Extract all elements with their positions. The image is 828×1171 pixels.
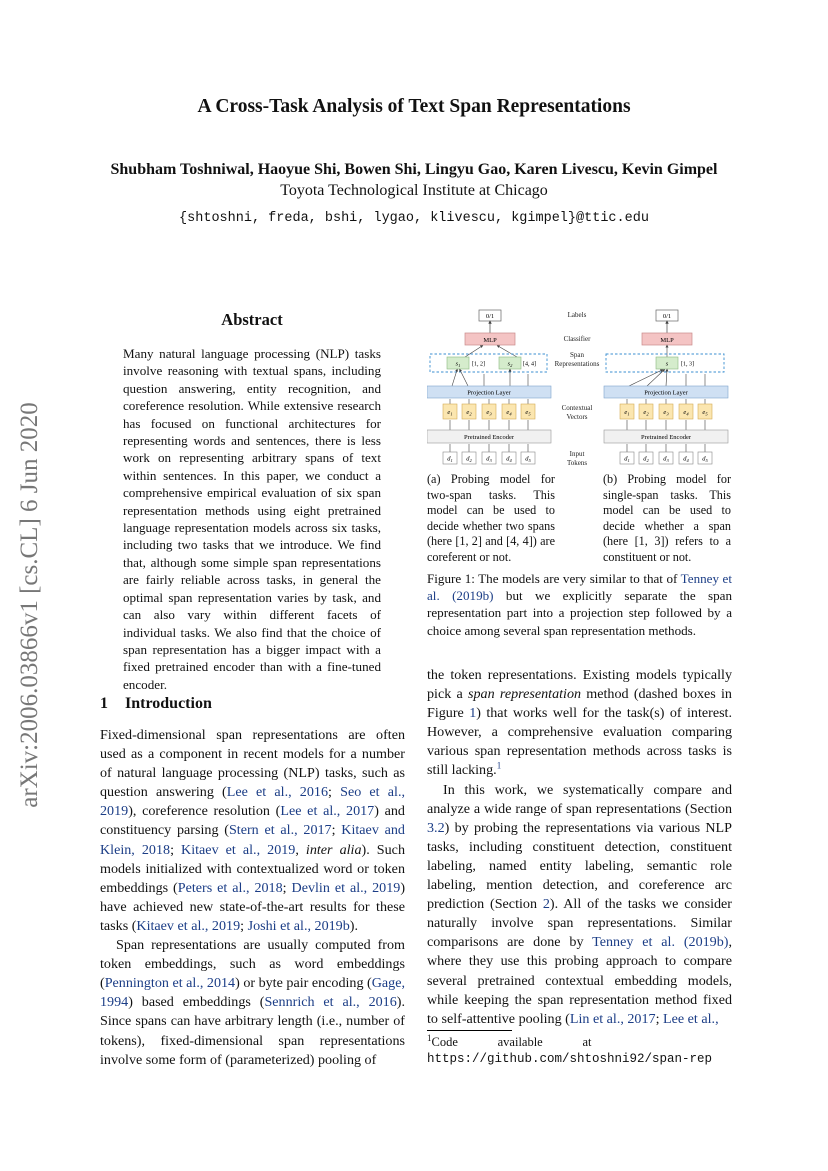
- footnote: [427, 1032, 732, 1067]
- contextual-vectors-right: [620, 404, 712, 419]
- svg-text:s1: $s_1$: [455, 360, 461, 368]
- svg-text:d3: $d_3$: [486, 455, 492, 463]
- svg-text:[1, 3]: [1, 3]: [681, 361, 694, 368]
- svg-text:Pretrained Encoder: Pretrained Encoder: [641, 434, 691, 441]
- arxiv-stamp: [4, 370, 56, 840]
- fig-label-span-rep-1: Span: [570, 351, 584, 359]
- intro-paragraph-4: In this work, we systematically compare and analyze a wide range of span representations (Section 3.2) by probing the representations via various NLP tasks, including constituent detection, constituent labeling, named entity labeling, semantic role labeling, mention detection, and coreference arc prediction (Section 2). All of the tasks we consider naturally involve span representations. Similar comparisons are done by Tenney et al. (2019b), where they use this probing approach to compare several pretrained contextual embedding models, while keeping the span representation method fixed to self-attentive pooling (Lin et al., 2017; Lee et al.,: [427, 781, 732, 1027]
- citation-link[interactable]: Lee et al., 2016: [226, 784, 328, 801]
- citation-link[interactable]: Kitaev et al., 2019: [136, 917, 241, 934]
- citation-link[interactable]: Lee et al., 2017: [280, 803, 375, 820]
- svg-text:0/1: 0/1: [662, 313, 672, 320]
- svg-text:d3: $d_3$: [663, 455, 669, 463]
- svg-text:e5: $e_5$: [525, 409, 531, 417]
- citation-link[interactable]: Gage, 1994: [100, 975, 405, 1011]
- citation-link[interactable]: Joshi et al., 2019b: [247, 917, 350, 934]
- citation-link[interactable]: Tenney et al. (2019b): [427, 571, 732, 604]
- abstract-body: Many natural language processing (NLP) tasks involve reasoning with textual spans, including question answering, entity recognition, and coreference resolution. While extensive research has focused on functional architectures for representing words and sentences, there is less work on representing arbitrary spans of text within sentences. In this paper, we conduct a comprehensive empirical evaluation of six span representation methods using eight pretrained language representation models across six tasks, including two tasks that we introduce. We find that, although some simple span representations are fairly reliable across tasks, in general the optimal span representation varies by task, and can also vary within different facets of individual tasks. We also find that the choice of span representation has a bigger impact with a fixed pretrained encoder than with a fine-tuned encoder.: [123, 346, 381, 692]
- left-column-text: [100, 726, 405, 1070]
- section-ref-link[interactable]: 2: [542, 896, 550, 913]
- svg-text:MLP: MLP: [483, 337, 497, 344]
- right-probing-model: [604, 310, 728, 464]
- fig-label-contextual-2: Vectors: [566, 413, 588, 421]
- author-emails: {shtoshni, freda, bshi, lygao, klivescu, kgimpel}@ttic.edu: [179, 211, 649, 226]
- citation-link[interactable]: Kitaev and Klein, 2018: [100, 822, 405, 858]
- svg-text:e1: $e_1$: [624, 409, 630, 417]
- svg-text:[4, 4]: [4, 4]: [523, 361, 536, 368]
- svg-text:s2: $s_2$: [507, 360, 513, 368]
- svg-text:d5: $d_5$: [702, 455, 708, 463]
- citation-link[interactable]: Stern et al., 2017: [228, 822, 332, 839]
- citation-link[interactable]: Tenney et al. (2019b): [592, 934, 729, 951]
- figure-1-diagram: [427, 306, 732, 474]
- footnote-rule: [427, 1030, 512, 1031]
- section-title: Introduction: [125, 695, 212, 712]
- citation-link[interactable]: Devlin et al., 2019: [291, 879, 401, 896]
- svg-text:s: s: [665, 360, 669, 368]
- figure-ref-link[interactable]: 1: [469, 705, 477, 722]
- svg-text:d4: $d_4$: [506, 455, 512, 463]
- citation-link[interactable]: Lin et al., 2017: [569, 1010, 656, 1027]
- section-heading-introduction: [100, 695, 212, 713]
- section-number: 1: [100, 695, 108, 712]
- svg-text:MLP: MLP: [660, 337, 674, 344]
- fig-label-classifier: Classifier: [563, 335, 591, 343]
- svg-text:e5: $e_5$: [702, 409, 708, 417]
- abstract-heading: Abstract: [221, 310, 283, 329]
- svg-text:0/1: 0/1: [485, 313, 495, 320]
- paper-title: A Cross-Task Analysis of Text Span Representations: [197, 96, 631, 117]
- author-list: Shubham Toshniwal, Haoyue Shi, Bowen Shi, Lingyu Gao, Karen Livescu, Kevin Gimpel: [110, 161, 718, 178]
- svg-text:e1: $e_1$: [447, 409, 453, 417]
- footnote-mark[interactable]: 1: [496, 760, 502, 771]
- footnote-url-link[interactable]: https://github.com/shtoshni92/span-rep: [427, 1051, 713, 1066]
- fig-label-input-1: Input: [569, 450, 585, 458]
- fig-label-contextual-1: Contextual: [561, 404, 593, 412]
- footnote-label: Code available at: [431, 1035, 592, 1049]
- svg-text:e2: $e_2$: [643, 409, 649, 417]
- svg-text:d5: $d_5$: [525, 455, 531, 463]
- citation-link[interactable]: Seo et al., 2019: [100, 784, 405, 820]
- citation-link[interactable]: Peters et al., 2018: [177, 879, 283, 896]
- figure-1-caption: Figure 1: The models are very similar to that of Tenney et al. (2019b) but we explicitly separate the span representation part into a projection step followed by a choice among several span representation methods.: [427, 571, 733, 638]
- left-probing-model: [427, 310, 551, 464]
- citation-link[interactable]: Sennrich et al., 2016: [264, 994, 397, 1011]
- subcaption-a: (a) Probing model for two-span tasks. This model can be used to decide whether two spans (here [1, 2] and [4, 4]) are coreferent or not.: [427, 472, 555, 564]
- footnote-number: 1: [427, 1032, 432, 1043]
- svg-text:Projection Layer: Projection Layer: [467, 389, 511, 397]
- svg-text:e2: $e_2$: [466, 409, 472, 417]
- svg-text:e4: $e_4$: [506, 409, 512, 417]
- intro-paragraph-2: Span representations are usually computed from token embeddings, such as word embeddings (Pennington et al., 2014) or byte pair encoding (Gage, 1994) based embeddings (Sennrich et al., 2016). Since spans can have arbitrary length (i.e., number of tokens), fixed-dimensional span representations involve some form of (parameterized) pooling of: [100, 937, 405, 1068]
- arxiv-stamp-text: arXiv:2006.03866v1 [cs.CL] 6 Jun 2020: [16, 402, 43, 808]
- intro-paragraph-3: the token representations. Existing models typically pick a span representation method (dashed boxes in Figure 1) that works well for the task(s) of interest. However, a comprehensive evaluation comparing various span representation methods across tasks is still lacking.$^1$: [427, 667, 732, 779]
- right-column-text: [427, 666, 732, 1029]
- citation-link[interactable]: Pennington et al., 2014: [104, 975, 236, 992]
- svg-text:e3: $e_3$: [663, 409, 669, 417]
- svg-text:d1: $d_1$: [624, 455, 630, 463]
- fig-label-labels: Labels: [567, 311, 587, 319]
- contextual-vectors-left: [443, 404, 535, 419]
- svg-text:d2: $d_2$: [643, 455, 649, 463]
- section-ref-link[interactable]: 3.2: [427, 819, 445, 836]
- svg-text:Projection Layer: Projection Layer: [644, 389, 688, 397]
- intro-paragraph-1: Fixed-dimensional span representations are often used as a component in recent models for a number of natural language processing (NLP) tasks, such as question answering (Lee et al., 2016; Seo et al., 2019), coreference resolution (Lee et al., 2017) and constituency parsing (Stern et al., 2017; Kitaev and Klein, 2018; Kitaev et al., 2019, inter alia). Such models initialized with contextualized word or token embeddings (Peters et al., 2018; Devlin et al., 2019) have achieved new state-of-the-art results for these tasks (Kitaev et al., 2019; Joshi et al., 2019b).: [100, 727, 406, 934]
- svg-text:d1: $d_1$: [447, 455, 453, 463]
- input-tokens-left: [443, 452, 535, 464]
- citation-link[interactable]: Kitaev et al., 2019: [181, 841, 296, 858]
- svg-text:d2: $d_2$: [466, 455, 472, 463]
- citation-link[interactable]: Lee et al.,: [663, 1010, 719, 1027]
- svg-text:e3: $e_3$: [486, 409, 492, 417]
- fig-label-span-rep-2: Representations: [554, 360, 600, 368]
- svg-text:e4: $e_4$: [683, 409, 689, 417]
- svg-text:Pretrained Encoder: Pretrained Encoder: [464, 434, 514, 441]
- affiliation: Toyota Technological Institute at Chicago: [280, 182, 548, 199]
- input-tokens-right: [620, 452, 712, 464]
- svg-text:[1, 2]: [1, 2]: [472, 361, 485, 368]
- fig-label-input-2: Tokens: [566, 459, 588, 467]
- figure-1-svg: [427, 306, 732, 474]
- svg-text:d4: $d_4$: [683, 455, 689, 463]
- subcaption-b: (b) Probing model for single-span tasks. This model can be used to decide whether a span (here [1, 3]) refers to a constituent or not.: [603, 472, 731, 564]
